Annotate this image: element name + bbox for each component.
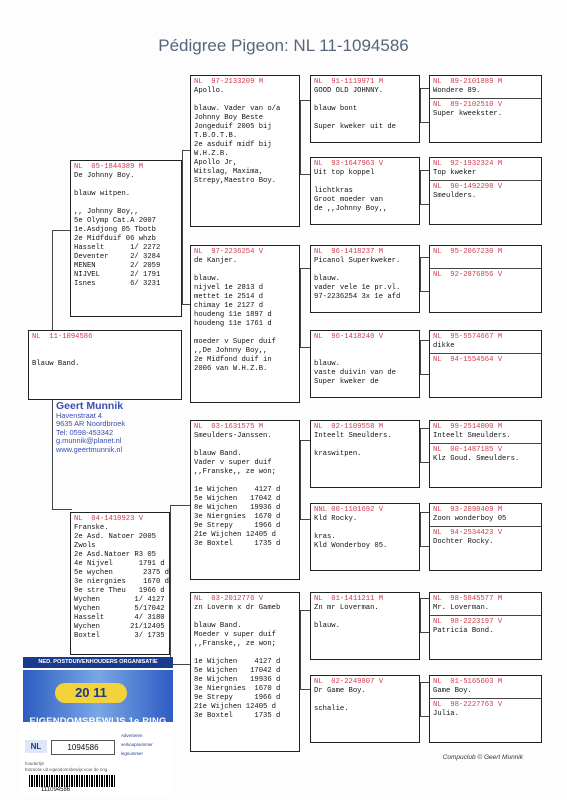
ring-number: NNL 00-1101692 V <box>314 506 384 514</box>
info-line: kraswitpen. <box>314 450 362 458</box>
connector-ddd <box>420 682 429 717</box>
owner-line: Havenstraat 4 <box>56 411 103 420</box>
info-line: moeder v Super duif <box>194 338 276 346</box>
info-line <box>32 342 178 351</box>
info-line: Smeulders-Janssen. <box>194 432 272 440</box>
info-line: Inteelt Smeulders. <box>314 432 392 440</box>
connector-sd <box>300 268 310 348</box>
owner-line: g.munnik@planet.nl <box>56 436 122 446</box>
info-line: Deventer 2/ 3284 <box>74 253 161 261</box>
info-line: Super kweker uit de <box>314 123 396 131</box>
card-icon-label: legnummer <box>121 751 143 756</box>
info-line <box>194 613 296 622</box>
info-line <box>32 351 178 360</box>
divider <box>430 698 541 699</box>
info-line: Zwols <box>74 542 96 550</box>
pigeon-box-dam-sire <box>190 420 300 580</box>
pigeon-pair-box-4 <box>429 330 542 398</box>
barcode <box>29 775 115 787</box>
pigeon-box-sire <box>70 160 182 317</box>
info-line: Isnes 6/ 3231 <box>74 280 161 288</box>
ring-number: NL 99-2514000 M <box>433 423 503 431</box>
info-line: de ,,Johnny Boy,, <box>314 205 388 213</box>
info-line: blauw Band. <box>194 450 242 458</box>
card-ring-number: 1094586 <box>51 740 115 755</box>
ring-number: NL 00-1487185 V <box>433 446 503 454</box>
info-line <box>314 613 416 622</box>
info-line: Dr Game Boy. <box>314 687 366 695</box>
ring-number: NL 94-2534423 V <box>433 529 503 537</box>
info-line <box>314 524 416 533</box>
ownership-card <box>21 657 173 795</box>
connector-ss <box>300 100 310 175</box>
info-line: Moeder v super duif <box>194 631 276 639</box>
info-line: zn Loverm x dr Gameb <box>194 604 281 612</box>
ring-number: NL 94-1554564 V <box>433 356 503 364</box>
card-country: NL <box>25 740 47 753</box>
ring-number: NL 92-2876856 V <box>433 271 503 279</box>
info-line: blauw. <box>314 360 340 368</box>
connector-sds <box>420 257 429 292</box>
info-line: nijvel 1e 2813 d <box>194 284 264 292</box>
info-line <box>314 351 416 360</box>
info-line: Dochter Rocky. <box>433 538 494 546</box>
divider <box>430 268 541 269</box>
info-line: ,,Franske,, ze won; <box>194 468 276 476</box>
card-small-line: houderlijn <box>25 761 45 766</box>
info-line: 2e Midfond duif in <box>194 356 272 364</box>
connector-dd <box>300 610 310 690</box>
info-line: blauw. <box>194 275 220 283</box>
info-line: Hasselt 4/ 3180 <box>74 614 165 622</box>
info-line: Boxtel 3/ 1735 <box>74 632 165 640</box>
info-line: 21e Wijchen 12405 d <box>194 531 276 539</box>
info-line: Apollo Jr, <box>194 159 238 167</box>
info-line: schalie. <box>314 705 349 713</box>
pigeon-box-dam-dam <box>190 592 300 752</box>
info-line: NIJVEL 2/ 1791 <box>74 271 161 279</box>
footer-credit: Compuclub © Geert Munnik <box>442 754 523 761</box>
info-line: 5e Wijchen 17042 d <box>194 667 281 675</box>
ring-number: NL 02-2249807 V <box>314 678 384 686</box>
info-line: Wychen 21/12405 <box>74 623 165 631</box>
info-line: GOOD OLD JOHNNY. <box>314 87 384 95</box>
info-line: chimay 1e 2127 d <box>194 302 264 310</box>
ring-number: NL 92-1932324 M <box>433 160 503 168</box>
info-line: ,,Franske,, ze won; <box>194 640 276 648</box>
info-line: 5e Olymp Cat.A 2007 <box>74 217 156 225</box>
info-line: 3e Boxtel 1735 d <box>194 540 281 548</box>
ring-number: NL 98-2227763 V <box>433 701 503 709</box>
ring-number: NL 93-1647963 V <box>314 160 384 168</box>
info-line: Super kweekster. <box>433 110 503 118</box>
info-line <box>314 96 416 105</box>
info-line <box>314 441 416 450</box>
info-line: Patricia Bond. <box>433 627 494 635</box>
ring-number: NL 90-1492298 V <box>433 183 503 191</box>
info-line <box>194 96 296 105</box>
owner-name: Geert Munnik <box>56 400 124 412</box>
pigeon-box-sire-sire <box>190 75 300 227</box>
info-line <box>314 342 416 351</box>
card-small-text <box>25 761 165 772</box>
info-line: Picanol Superkweker. <box>314 257 401 265</box>
info-line: blauw. Vader van o/a <box>194 105 281 113</box>
info-line: blauw. <box>314 622 340 630</box>
info-line <box>194 649 296 658</box>
info-line: Jongeduif 2005 bij <box>194 123 272 131</box>
pigeon-box-dam <box>70 512 170 655</box>
info-line: 1e Wijchen 4127 d <box>194 486 281 494</box>
info-line <box>433 257 538 266</box>
info-line: W.H.Z.B. <box>194 150 229 158</box>
info-line: 3e Boxtel 1735 d <box>194 712 281 720</box>
page-title: Pédigree Pigeon: NL 11-1094586 <box>158 36 409 55</box>
pigeon-box-subject <box>28 330 182 400</box>
info-line <box>314 266 416 275</box>
info-line: Klz Goud. Smeulders. <box>433 455 520 463</box>
info-line: 3e Niergnies 1670 d <box>194 685 281 693</box>
info-line: Witslag, Maxima, <box>194 168 264 176</box>
info-line: Mr. Loverman. <box>433 604 490 612</box>
info-line: Johnny Boy Beste <box>194 114 264 122</box>
info-line: 1e Wijchen 4127 d <box>194 658 281 666</box>
info-line: Blauw Band. <box>32 360 80 368</box>
info-line <box>74 181 178 190</box>
ring-number: NL 05-1844389 M <box>74 163 144 171</box>
info-line: 9e stre Theu 1966 d <box>74 587 165 595</box>
info-line <box>194 441 296 450</box>
info-line: kras. <box>314 533 336 541</box>
divider <box>430 526 541 527</box>
pigeon-box-dam-dam-sire <box>310 592 420 660</box>
info-line: 21e Wijchen 12405 d <box>194 703 276 711</box>
pigeon-box-sire-dam-sire <box>310 245 420 313</box>
info-line: Zoon wonderboy 05 <box>433 515 507 523</box>
info-line <box>314 114 416 123</box>
connector-ds <box>300 440 310 520</box>
owner-line: 9635 AR Noordbroek <box>56 419 126 429</box>
info-line: Julia. <box>433 710 459 718</box>
info-line: 9e Strepy 1966 d <box>194 694 281 702</box>
info-line: blauw. <box>314 275 340 283</box>
ring-number: NL 97-2236254 V <box>194 248 264 256</box>
ring-number: NL 11-1094586 <box>32 333 93 341</box>
ring-number: NL 04-1410923 V <box>74 515 144 523</box>
connector-dam <box>170 505 190 665</box>
card-title: EIGENDOMSBEWIJS 1e RING <box>29 715 167 726</box>
ring-number: NL 91-1119971 M <box>314 78 384 86</box>
ring-number: NL 89-2101889 M <box>433 78 503 86</box>
ring-number: NL 93-2090409 M <box>433 506 503 514</box>
info-line: lichtkras <box>314 187 353 195</box>
divider <box>430 98 541 99</box>
info-line: Wychen 1/ 4127 <box>74 596 165 604</box>
ring-number: NL 02-1109558 M <box>314 423 384 431</box>
info-line: blauw Band. <box>194 622 242 630</box>
ring-number: NL 03-1631575 M <box>194 423 264 431</box>
pigeon-box-dam-sire-dam <box>310 503 420 571</box>
info-line: Apollo. <box>194 87 225 95</box>
connector-dsd <box>420 512 429 547</box>
info-line <box>74 199 178 208</box>
info-line: 8e Wijchen 19936 d <box>194 504 281 512</box>
pigeon-pair-box-8 <box>429 675 542 743</box>
ring-number: NL 97-2133209 M <box>194 78 264 86</box>
info-line: ,, Johnny Boy,, <box>74 208 139 216</box>
ring-number: NL 96-1418237 M <box>314 248 384 256</box>
info-line: T.B.O.T.B. <box>194 132 238 140</box>
owner-line: Tel: 0598-453342 <box>56 427 114 437</box>
info-line: 3e niergnies 1670 d <box>74 578 169 586</box>
info-line: blauw bont <box>314 105 358 113</box>
info-line: Vader v super duif <box>194 459 272 467</box>
ring-number: NL 03-2012776 V <box>194 595 264 603</box>
connector-sss <box>420 88 429 123</box>
info-line: 8e Wijchen 19936 d <box>194 676 281 684</box>
connector-dds <box>420 598 429 633</box>
info-line: De Johnny Boy. <box>74 172 135 180</box>
info-line: 1e.Asdjong 05 Tbotb <box>74 226 156 234</box>
info-line <box>194 477 296 486</box>
pigeon-pair-box-7 <box>429 592 542 660</box>
barcode-number: 111094586 <box>41 787 71 793</box>
info-line: Zn mr Loverman. <box>314 604 379 612</box>
info-line: 97-2236254 3x 1e afd <box>314 293 401 301</box>
info-line: blauw witpen. <box>74 190 131 198</box>
info-line: 3e Niergnies 1670 d <box>194 513 281 521</box>
info-line <box>433 365 538 374</box>
divider <box>430 615 541 616</box>
divider <box>430 443 541 444</box>
info-line: Kld Wonderboy 05. <box>314 542 388 550</box>
owner-stamp <box>56 400 125 454</box>
owner-line: www.geertmunnik.nl <box>56 444 123 454</box>
info-line: Strepy,Maestro Boy. <box>194 177 276 185</box>
pigeon-box-dam-dam-dam <box>310 675 420 743</box>
info-line: 5e wychen 2375 d <box>74 569 169 577</box>
pigeon-pair-box-3 <box>429 245 542 313</box>
info-line: 2e Asd. Natoer 2005 <box>74 533 156 541</box>
info-line <box>194 266 296 275</box>
ring-number: NL 01-1411211 M <box>314 595 384 603</box>
info-line: MENEN 2/ 2059 <box>74 262 161 270</box>
info-line: Game Boy. <box>433 687 472 695</box>
info-line: Wondere 89. <box>433 87 481 95</box>
info-line <box>194 329 296 338</box>
card-icon-label: verkoopnummer <box>121 742 153 747</box>
info-line: Franske. <box>74 524 109 532</box>
card-small-line: Extractie uit eigendomsbewijs voor de ring <box>25 766 108 772</box>
info-line: Kld Rocky. <box>314 515 358 523</box>
info-line <box>433 280 538 289</box>
card-year: 20 11 <box>55 683 127 703</box>
info-line <box>314 696 416 705</box>
connector-sire <box>182 150 190 305</box>
info-line: 4e Nijvel 1791 d <box>74 560 165 568</box>
pigeon-box-dam-sire-sire <box>310 420 420 488</box>
ring-number: NL 98-5845577 M <box>433 595 503 603</box>
pigeon-pair-box-2 <box>429 157 542 225</box>
pigeon-pair-box-1 <box>429 75 542 143</box>
info-line: Uit top koppel <box>314 169 375 177</box>
card-icon-label: Adverteren <box>121 733 143 738</box>
info-line: houdeng 11e 1761 d <box>194 320 272 328</box>
connector-sdd <box>420 340 429 375</box>
info-line: 2e Midfduif 06 whzb <box>74 235 156 243</box>
info-line: vaste duivin van de <box>314 369 396 377</box>
info-line: 9e Strepy 1966 d <box>194 522 281 530</box>
info-line: de Kanjer. <box>194 257 238 265</box>
ring-number: NL 95-5574667 M <box>433 333 503 341</box>
info-line: houdeng 11e 1897 d <box>194 311 272 319</box>
info-line: 2e Asd.Natoer R3 05 <box>74 551 156 559</box>
info-line: Smeulders. <box>433 192 477 200</box>
divider <box>430 353 541 354</box>
pigeon-box-sire-sire-sire <box>310 75 420 143</box>
pigeon-pair-box-5 <box>429 420 542 488</box>
info-line: mettet 1e 2514 d <box>194 293 264 301</box>
connector-ssd <box>420 170 429 205</box>
info-line: Top kweker <box>433 169 477 177</box>
info-line: vader vele 1e pr.vl. <box>314 284 401 292</box>
ring-number: NL 95-2067230 M <box>433 248 503 256</box>
info-line: Groot moeder van <box>314 196 384 204</box>
info-line: ,,De Johnny Boy,, <box>194 347 268 355</box>
info-line: 2e asduif midf bij <box>194 141 272 149</box>
divider <box>430 180 541 181</box>
card-icons <box>121 731 171 758</box>
pigeon-pair-box-6 <box>429 503 542 571</box>
ring-number: NL 89-2102510 V <box>433 101 503 109</box>
card-organisation: NED. POSTDUIVENHOUDERS ORGANISATIE <box>23 657 173 668</box>
info-line: Hasselt 1/ 2272 <box>74 244 161 252</box>
ring-number: NL 01-5165603 M <box>433 678 503 686</box>
ring-number: NL 98-2223197 V <box>433 618 503 626</box>
info-line: Wychen 5/17042 <box>74 605 165 613</box>
ring-number: NL 96-1418240 V <box>314 333 384 341</box>
info-line: 5e Wijchen 17042 d <box>194 495 281 503</box>
info-line <box>314 178 416 187</box>
info-line: dikke <box>433 342 455 350</box>
pigeon-box-sire-dam <box>190 245 300 403</box>
pigeon-box-sire-sire-dam <box>310 157 420 225</box>
info-line: Inteelt Smeulders. <box>433 432 511 440</box>
pigeon-box-sire-dam-dam <box>310 330 420 398</box>
info-line: 2006 van W.H.Z.B. <box>194 365 268 373</box>
connector-dss <box>420 428 429 463</box>
info-line: Super kweker de <box>314 378 379 386</box>
